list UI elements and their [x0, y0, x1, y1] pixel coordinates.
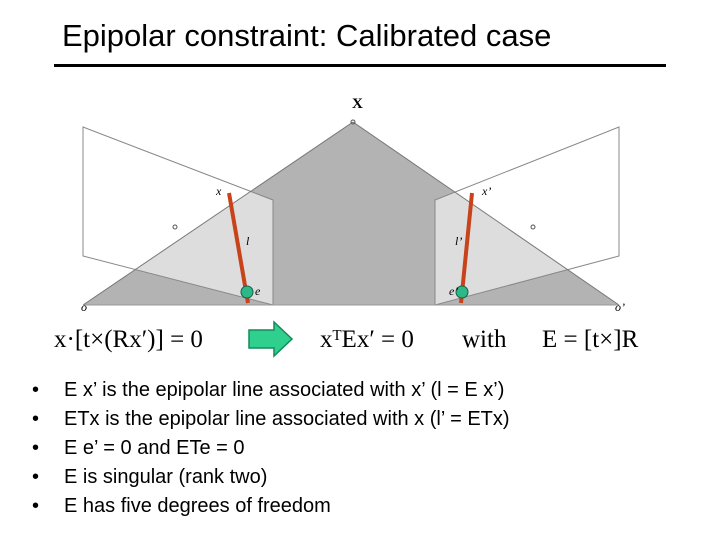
slide-title: Epipolar constraint: Calibrated case — [62, 18, 552, 53]
label-e: e — [255, 284, 261, 298]
bullet-item: • E x’ is the epipolar line associated with x’ (l = E x’) — [32, 379, 505, 401]
label-X: X — [352, 96, 363, 112]
bullet-text: E x’ is the epipolar line associated with x’ (l = E x’) — [64, 379, 505, 401]
label-x: x — [216, 184, 222, 198]
bullet-text: E has five degrees of freedom — [64, 495, 331, 517]
bullet-item: • ETx is the epipolar line associated with x (l’ = ETx) — [32, 408, 510, 430]
bullet-text: E is singular (rank two) — [64, 466, 268, 488]
bullet-text: ETx is the epipolar line associated with x (l’ = ETx) — [64, 408, 510, 430]
equation-with: with — [462, 326, 507, 353]
label-o-prime: o’ — [615, 300, 625, 314]
label-l: l — [246, 234, 250, 248]
epipole-e — [241, 286, 253, 298]
equation-middle: xᵀEx′ = 0 — [320, 326, 414, 353]
label-o: o — [81, 300, 87, 314]
bullet-item: • E e’ = 0 and ETe = 0 — [32, 437, 245, 459]
bullet-list — [32, 376, 510, 521]
equation-left: x·[t×(Rx′)] = 0 — [54, 326, 203, 353]
label-e-prime: e’ — [449, 284, 459, 298]
label-l-prime: l’ — [455, 234, 463, 248]
equation-right: E = [t×]R — [542, 326, 639, 353]
bullet-item: • E has five degrees of freedom — [32, 495, 331, 517]
implies-arrow — [249, 322, 292, 356]
bullet-item: • E is singular (rank two) — [32, 466, 268, 488]
label-x-prime: x’ — [482, 184, 492, 198]
bullet-text: E e’ = 0 and ETe = 0 — [64, 437, 245, 459]
